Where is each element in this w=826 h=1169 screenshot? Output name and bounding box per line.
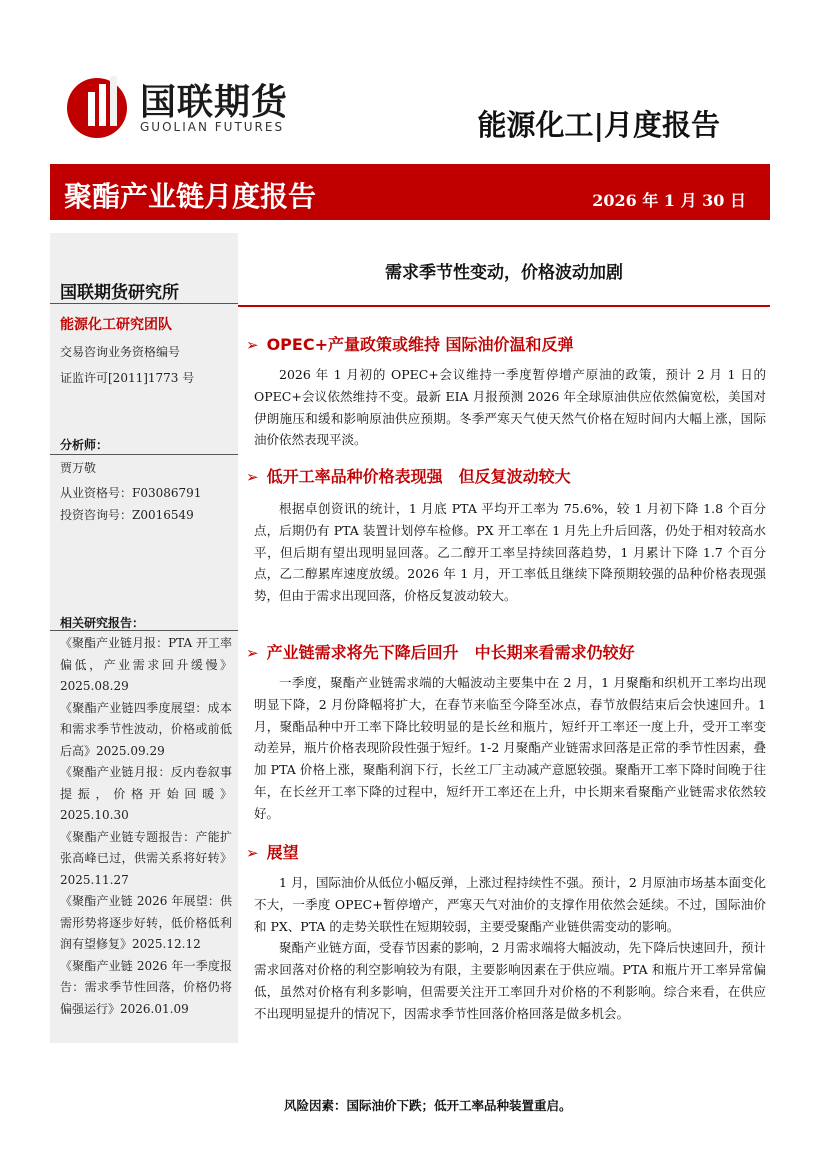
section-body — [254, 498, 766, 607]
headline-divider — [238, 305, 770, 307]
qualification-label: 交易咨询业务资格编号 — [60, 345, 181, 359]
logo-mark-bar-3 — [110, 76, 117, 126]
paragraph: 一季度，聚酯产业链需求端的大幅波动主要集中在 2 月，1 月聚酯和织机开工率均出现明显下降，2 月份降幅将扩大，在春节来临至今降至冰点，春节放假结束后会快速回升。1 月，聚酯品种中开工率下降比较明显的是长丝和瓶片，短纤开工率还一度上升，受开工率变动差异，瓶片价格表现阶段性强于短纤。1-2 月聚酯产业链需求回落是正常的季节性因素，叠加 PTA 价格上涨，聚酯利润下行，长丝工厂主动减产意愿较强。聚酯开工率下降时间晚于往年，在长丝开工率下降的过程中，短纤开工率还在上升，中长期来看聚酯产业链需求依然较好。 — [254, 675, 766, 821]
related-report: 《聚酯产业链月报：反内卷叙事提振，价格开始回暖》2025.10.30 — [60, 765, 232, 822]
related-reports-heading: 相关研究报告： — [60, 616, 145, 630]
risk-factors: 风险因素：国际油价下跌；低开工率品种装置重启。 — [284, 1098, 572, 1113]
analyst-certificate: 从业资格号：F03086791 — [60, 486, 202, 500]
logo-english-name: GUOLIAN FUTURES — [140, 120, 285, 134]
analyst-name: 贾万敬 — [60, 461, 97, 475]
divider — [50, 630, 238, 631]
report-type: 能源化工|月度报告 — [477, 108, 720, 142]
logo-mark-bar-1 — [88, 92, 95, 126]
logo-name: 国联期货 — [140, 82, 289, 123]
report-title: 聚酯产业链月度报告 — [64, 180, 317, 213]
license-number: 证监许可[2011]1773 号 — [60, 371, 195, 385]
divider — [50, 454, 238, 455]
arrow-bullet-icon: ➢ — [246, 468, 259, 486]
section-heading-text: OPEC+产量政策或维持 国际油价温和反弹 — [266, 335, 574, 354]
paragraph: 2026 年 1 月初的 OPEC+会议维持一季度暂停增产原油的政策，预计 2 月 1 日的 OPEC+会议依然维持不变。最新 EIA 月报预测 2026 年全球原油供应依然偏宽松，美国对伊朗施压和缓和影响原油供应预期。冬季严寒天气使天然气价格在短时间内大幅上涨，国际油价依然表现平淡。 — [254, 367, 766, 448]
related-report: 《聚酯产业链专题报告：产能扩张高峰已过，供需关系将好转》2025.11.27 — [60, 829, 232, 887]
headline: 需求季节性变动，价格波动加剧 — [385, 263, 623, 283]
section-body — [254, 364, 766, 451]
section-body — [254, 672, 766, 825]
arrow-bullet-icon: ➢ — [246, 336, 259, 354]
related-reports-list — [60, 633, 232, 1020]
institute-name: 国联期货研究所 — [60, 283, 179, 303]
paragraph: 1 月，国际油价从低位小幅反弹，上涨过程持续性不强。预计，2 月原油市场基本面变化不大，一季度 OPEC+暂停增产，严寒天气对油价的支撑作用依然会延续。不过，国际油价和 PX、PTA 的走势关联性在短期较弱，主要受聚酯产业链供需变动的影响。 — [254, 875, 766, 934]
arrow-bullet-icon: ➢ — [246, 844, 259, 862]
related-report: 《聚酯产业链月报：PTA 开工率偏低，产业需求回升缓慢》2025.08.29 — [60, 636, 232, 693]
section-heading — [246, 464, 571, 487]
section-heading-text: 低开工率品种价格表现强 但反复波动较大 — [266, 467, 571, 486]
section-body — [254, 872, 766, 1025]
analyst-heading: 分析师： — [60, 438, 109, 452]
report-date: 2026 年 1 月 30 日 — [592, 191, 746, 210]
related-report: 《聚酯产业链 2026 年展望：供需形势将逐步好转，低价格低利润有望修复》2025.12.12 — [60, 894, 232, 951]
arrow-bullet-icon: ➢ — [246, 644, 259, 662]
analyst-investment-license: 投资咨询号：Z0016549 — [60, 508, 194, 522]
related-report: 《聚酯产业链 2026 年一季度报告：需求季节性回落，价格仍将偏强运行》2026.01.09 — [60, 958, 232, 1016]
section-heading-text: 展望 — [266, 843, 299, 862]
logo-mark-bar-2 — [99, 84, 106, 126]
section-heading-text: 产业链需求将先下降后回升 中长期来看需求仍较好 — [266, 643, 635, 662]
paragraph: 根据卓创资讯的统计，1 月底 PTA 平均开工率为 75.6%，较 1 月初下降 1.8 个百分点，后期仍有 PTA 装置计划停车检修。PX 开工率在 1 月先上升后回落，仍处于相对较高水平，但后期有望出现明显回落。乙二醇开工率呈持续回落趋势，1 月累计下降 1.7 个百分点，乙二醇累库速度放缓。2026 年 1 月，开工率低且继续下降预期较强的品种价格表现强势，但由于需求出现回落，价格反复波动较大。 — [254, 501, 766, 604]
related-report: 《聚酯产业链四季度展望：成本和需求季节性波动，价格或前低后高》2025.09.29 — [60, 700, 232, 758]
team-name: 能源化工研究团队 — [60, 317, 172, 333]
logo-mark-circle — [67, 78, 127, 138]
divider — [50, 303, 238, 304]
section-heading — [246, 640, 635, 663]
section-heading — [246, 840, 299, 863]
paragraph: 聚酯产业链方面，受春节因素的影响，2 月需求端将大幅波动，先下降后快速回升，预计需求回落对价格的利空影响较为有限，主要影响因素在于供应端。PTA 和瓶片开工率异常偏低，虽然对价格有利多影响，但需要关注开工率回升对价格的不利影响。综合来看，在供应不出现明显提升的情况下，因需求季节性回落价格回落是做多机会。 — [254, 940, 766, 1021]
section-heading — [246, 332, 574, 355]
